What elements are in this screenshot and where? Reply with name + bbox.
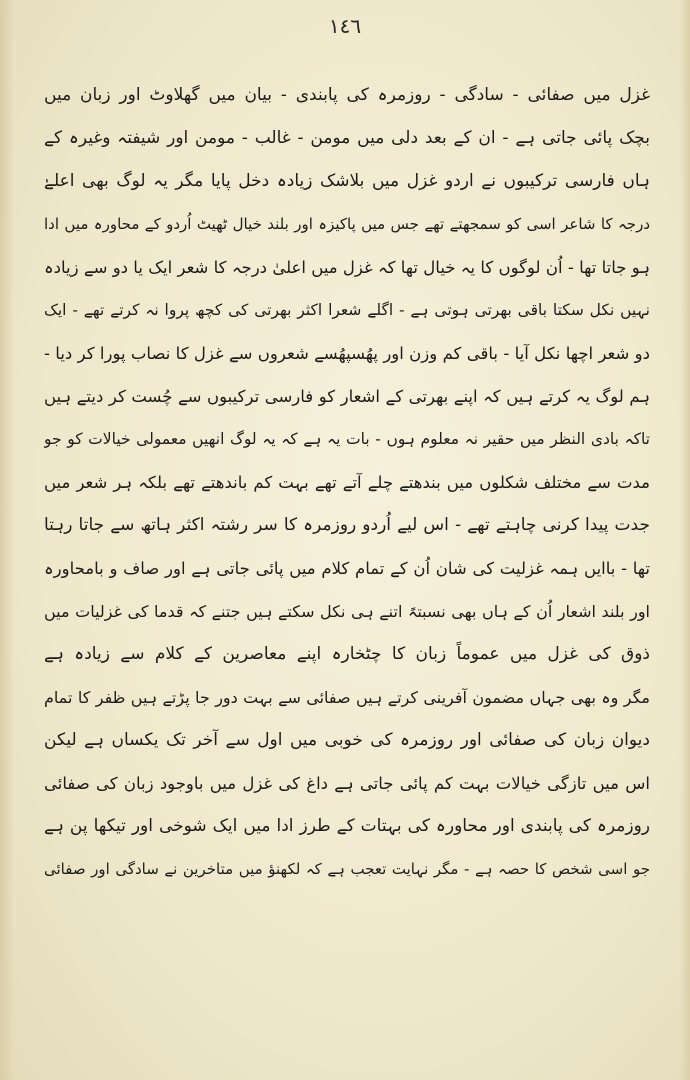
text-line: تھا - باایں ہمہ غزلیت کی شان اُن کے تمام کلام میں پائی جاتی ہے اور صاف و بامحاورہ [44, 559, 650, 578]
text-line: ہم لوگ یہ کرتے ہیں کہ اپنے بھرتی کے اشعار کو فارسی ترکیبوں سے چُست کر دیتے ہیں [44, 387, 650, 406]
text-line: درجہ کا شاعر اسی کو سمجھتے تھے جس میں پاکیزہ اور بلند خیال ٹھیٹ اُردو کے محاورہ میں ادا [44, 215, 650, 233]
text-line: تاکہ بادی النظر میں حقیر نہ معلوم ہوں - بات یہ ہے کہ یہ لوگ انھیں معمولی خیالات کو جو [44, 430, 650, 448]
text-line: جو اسی شخص کا حصہ ہے - مگر نہایت تعجب ہے کہ لکھنؤ میں متاخرین نے سادگی اور صفائی [44, 860, 650, 878]
text-line: غزل میں صفائی - سادگی - روزمرہ کی پابندی - بیان میں گھلاوٹ اور زبان میں [44, 85, 650, 105]
text-line: روزمرہ کی پابندی اور محاورہ کی بہتات کے طرز ادا میں ایک شوخی اور تیکھا پن ہے [44, 816, 650, 836]
text-line: اور بلند اشعار اُن کے ہاں بھی نسبتہً اتنے ہی نکل سکتے ہیں جتنے کہ قدما کی غزلیات میں [44, 602, 650, 621]
text-line: بچک پائی جاتی ہے - ان کے بعد دلی میں مومن - غالب - مومن اور شیفتہ وغیرہ کے [44, 128, 650, 148]
page-shadow-left [0, 0, 14, 1080]
text-line: دیوان زبان کی صفائی اور روزمرہ کی خوبی میں اول سے آخر تک یکساں ہے لیکن [44, 730, 650, 750]
text-line: ہاں فارسی ترکیبوں نے اردو غزل میں بلاشک زیادہ دخل پایا مگر یہ لوگ بھی اعلےٰ [44, 171, 650, 191]
text-line: ہو جاتا تھا - اُن لوگوں کا یہ خیال تھا کہ غزل میں اعلیٰ درجہ کا شعر ایک یا دو سے زیادہ [44, 258, 650, 277]
text-line: مدت سے مختلف شکلوں میں بندھتے چلے آتے تھے بہت کم باندھتے تھے بلکہ ہر شعر میں [44, 473, 650, 492]
text-line: مگر وہ بھی جہاں مضمون آفرینی کرتے ہیں صفائی سے بہت دور جا پڑتے ہیں ظفر کا تمام [44, 688, 650, 707]
text-line: ذوق کی غزل میں عموماً زبان کا چٹخارہ اپنے معاصرین کے کلام سے زیادہ ہے [44, 644, 650, 664]
text-line: نہیں نکل سکتا باقی بھرتی ہوتی ہے - اگلے شعرا اکثر بھرتی کی کچھ پروا نہ کرتے تھے - ایک [44, 301, 650, 319]
page-number: ١٤٦ [328, 14, 362, 38]
text-line: جدت پیدا کرنی چاہتے تھے - اس لیے اُردو روزمرہ کا سر رشتہ اکثر ہاتھ سے جاتا رہتا [44, 515, 650, 535]
text-line: دو شعر اچھا نکل آیا - باقی کم وزن اور پھُسپھُسے شعروں سے غزل کا نصاب پورا کر دیا - [44, 344, 650, 363]
page-shadow-right [680, 0, 690, 1080]
text-body [44, 74, 650, 891]
text-line: اس میں تازگی خیالات بہت کم پائی جاتی ہے داغ کی غزل میں باوجود زبان کی صفائی [44, 774, 650, 793]
